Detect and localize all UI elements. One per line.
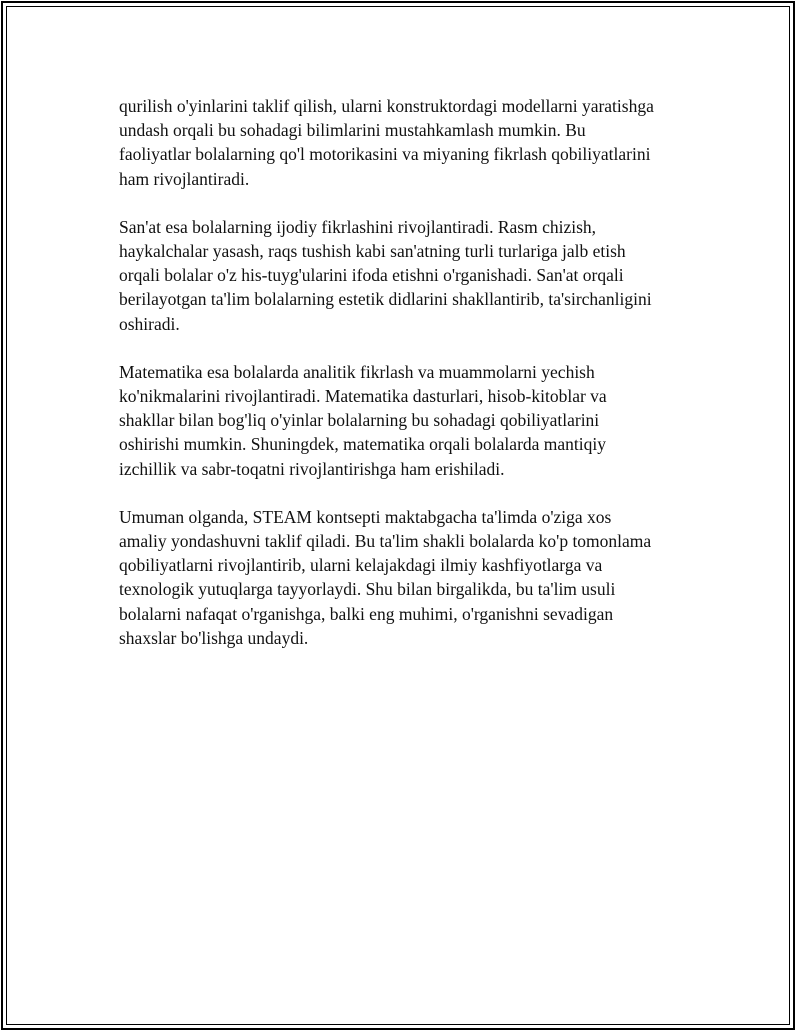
text-line: ko'nikmalarini rivojlantiradi. Matematika dasturlari, hisob-kitoblar va xyxy=(119,386,607,407)
text-line: orqali bolalar o'z his-tuyg'ularini ifoda etishni o'rganishadi. San'at orqali xyxy=(119,265,624,286)
text-line: amaliy yondashuvni taklif qiladi. Bu ta'lim shakli bolalarda ko'p tomonlama xyxy=(119,531,652,552)
text-line: shaxslar bo'lishga undaydi. xyxy=(119,627,309,648)
text-line: qurilish o'yinlarini taklif qilish, ularni konstruktordagi modellarni yaratishga xyxy=(119,96,654,116)
paragraph-conclusion xyxy=(119,505,699,650)
text-line: Umuman olganda, STEAM kontsepti maktabgacha ta'limda o'ziga xos xyxy=(119,506,612,527)
text-line: texnologik yutuqlarga tayyorlaydi. Shu bilan birgalikda, bu ta'lim usuli xyxy=(119,579,616,600)
text-line: qobiliyatlarni rivojlantirib, ularni kelajakdagi ilmiy kashfiyotlarga va xyxy=(119,555,603,576)
text-line: izchillik va sabr-toqatni rivojlantirishga ham erishiladi. xyxy=(119,458,505,479)
paragraph-art xyxy=(119,215,699,336)
text-line: San'at esa bolalarning ijodiy fikrlashini rivojlantiradi. Rasm chizish, xyxy=(119,216,597,237)
text-line: haykalchalar yasash, raqs tushish kabi san'atning turli turlariga jalb etish xyxy=(119,241,626,262)
text-line: berilayotgan ta'lim bolalarning estetik didlarini shakllantirib, ta'sirchanligini xyxy=(119,289,652,310)
page-border xyxy=(1,1,795,1030)
paragraph-mathematics xyxy=(119,360,699,481)
text-line: undash orqali bu sohadagi bilimlarini mustahkamlash mumkin. Bu xyxy=(119,120,586,141)
text-line: ham rivojlantiradi. xyxy=(119,168,250,189)
text-line: bolalarni nafaqat o'rganishga, balki eng muhimi, o'rganishni sevadigan xyxy=(119,603,614,624)
text-line: Matematika esa bolalarda analitik fikrlash va muammolarni yechish xyxy=(119,361,595,382)
text-line: oshiradi. xyxy=(119,313,180,334)
document-body xyxy=(119,94,699,674)
text-line: shakllar bilan bog'liq o'yinlar bolalarning bu sohadagi qobiliyatlarini xyxy=(119,410,600,431)
text-line: oshirishi mumkin. Shuningdek, matematika orqali bolalarda mantiqiy xyxy=(119,434,607,455)
paragraph-construction-games xyxy=(119,94,699,191)
text-line: faoliyatlar bolalarning qo'l motorikasini va miyaning fikrlash qobiliyatlarini xyxy=(119,144,651,165)
